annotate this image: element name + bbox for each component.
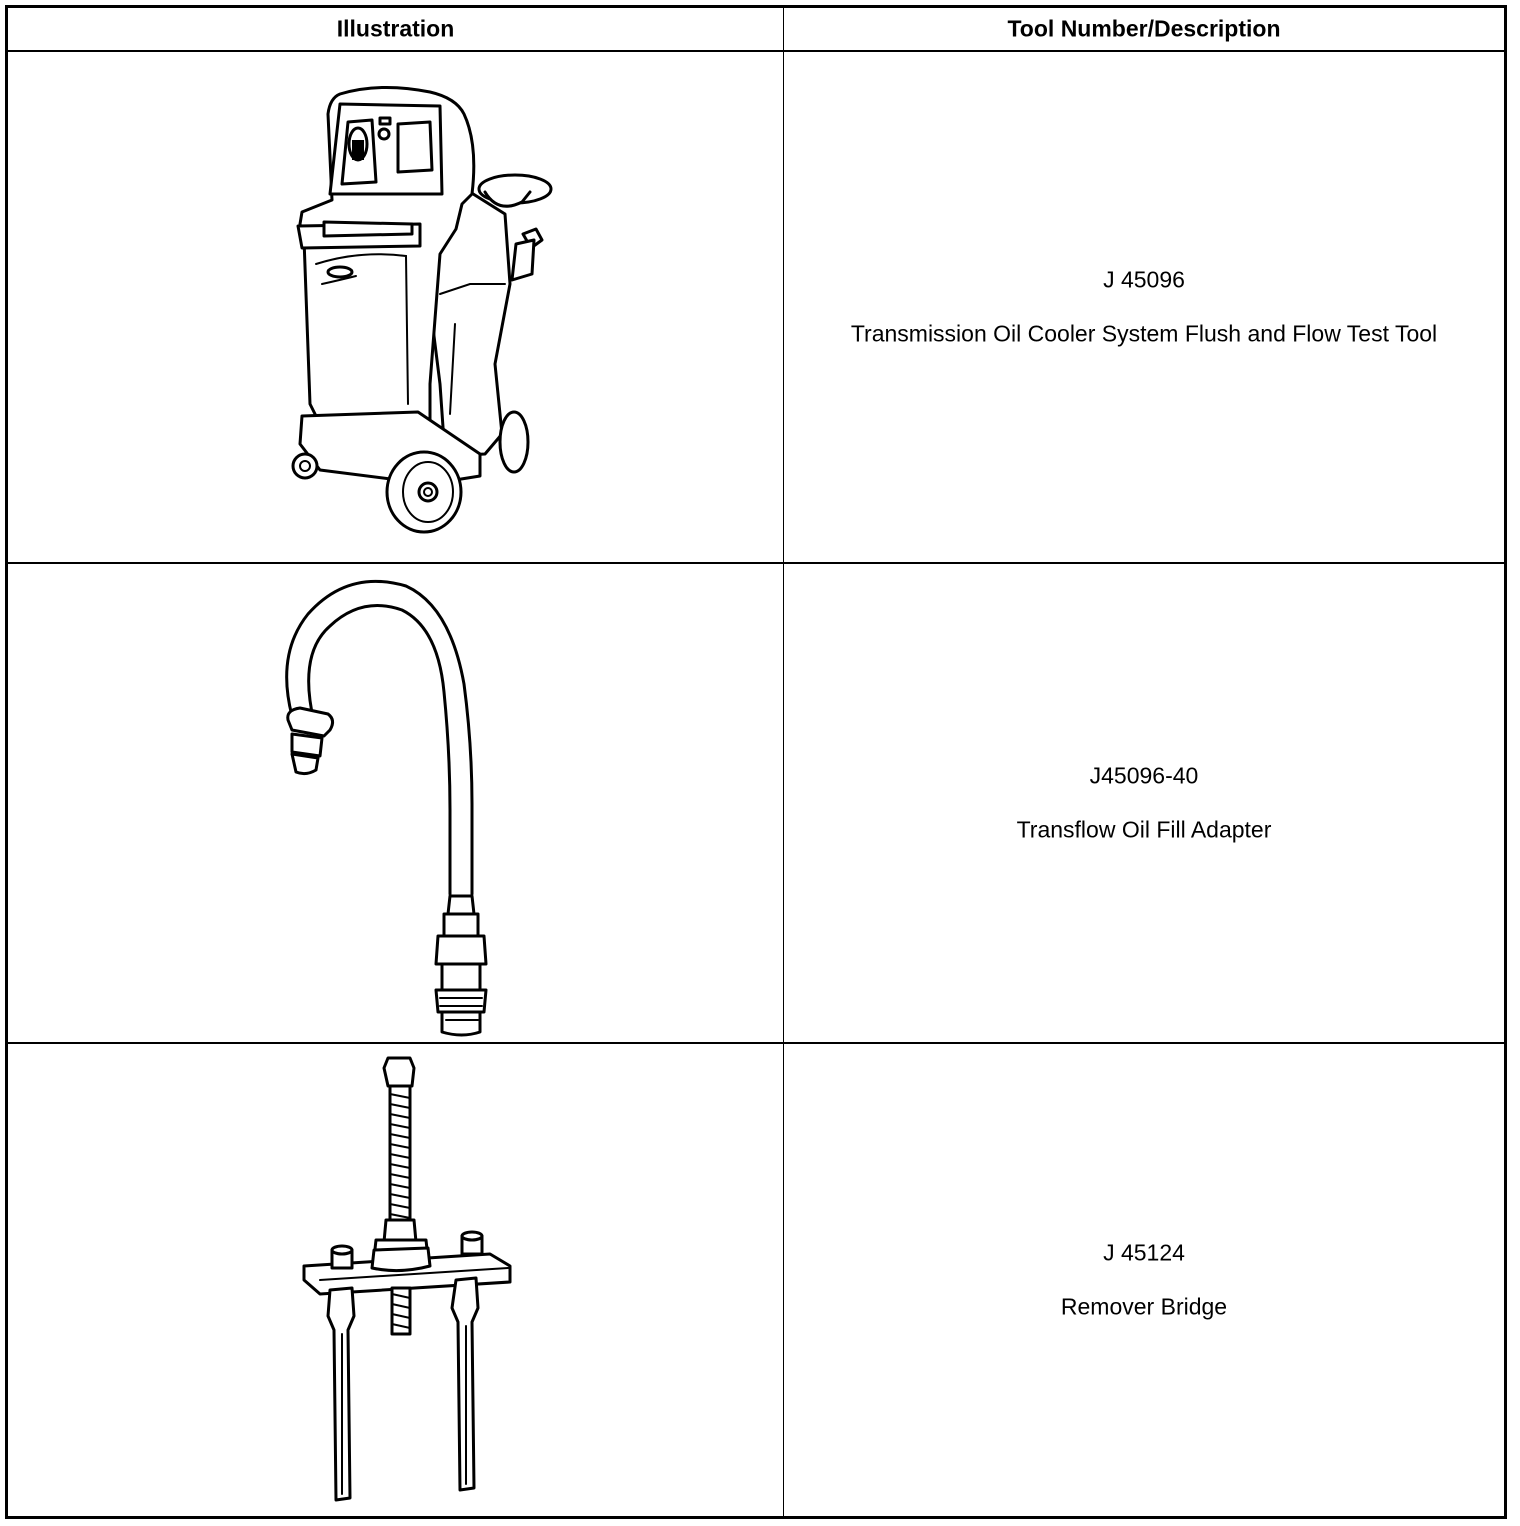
header-illustration: Illustration [336,15,455,42]
tool-number: J 45096 [1103,266,1185,293]
remover-bridge-icon [290,1054,530,1514]
tool-description-block [784,762,1504,843]
fill-hose-icon [278,574,518,1034]
tool-description-cell [784,52,1504,562]
tool-description-cell [784,1044,1504,1516]
tool-table [5,5,1507,1519]
tool-description-block [784,1239,1504,1320]
header-illustration-cell [8,8,784,50]
illustration-cell [8,564,784,1042]
tool-description: Transmission Oil Cooler System Flush and Flow Test Tool [850,320,1438,347]
illustration-cell [8,52,784,562]
header-tool-cell [784,8,1504,50]
table-row [8,52,1504,564]
tool-description: Transflow Oil Fill Adapter [1016,816,1272,843]
tool-description-block [784,266,1504,347]
tool-description-cell [784,564,1504,1042]
header-tool-description: Tool Number/Description [1007,15,1281,42]
table-row [8,1044,1504,1516]
tool-number: J 45124 [1103,1239,1185,1266]
illustration-cell [8,1044,784,1516]
tool-number: J45096-40 [1089,762,1199,789]
table-row [8,564,1504,1044]
table-header-row [8,8,1504,52]
flush-cart-icon [280,84,560,504]
tool-description: Remover Bridge [1060,1293,1228,1320]
